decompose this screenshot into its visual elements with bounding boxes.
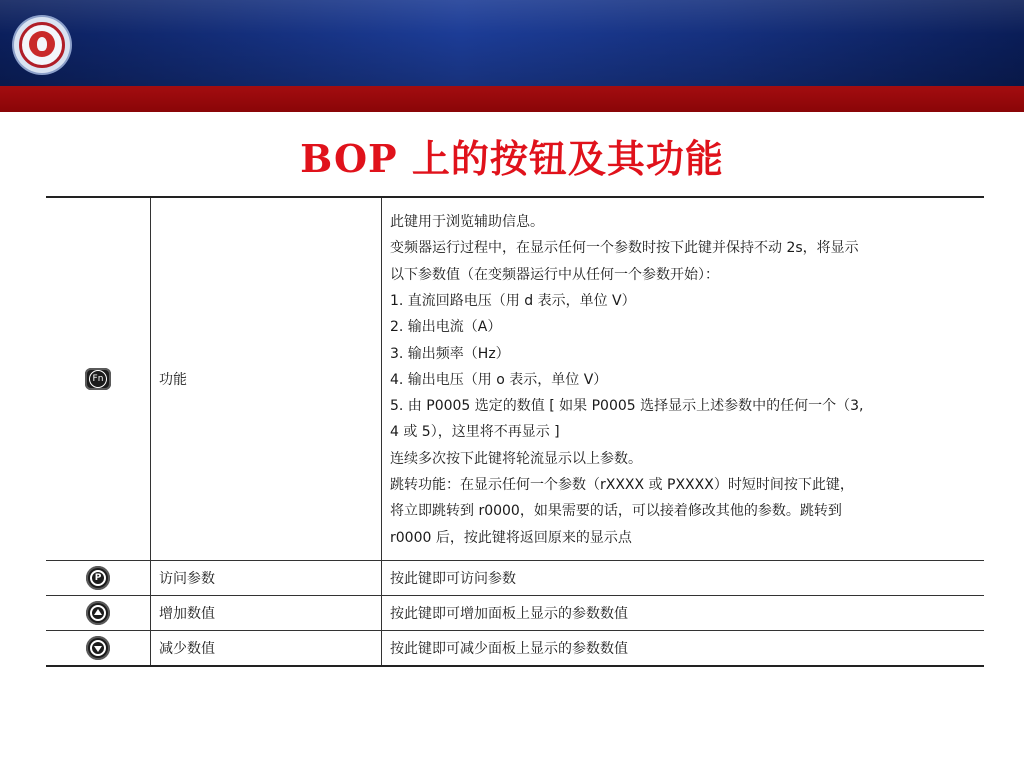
function-cell: 功能 [151, 197, 382, 561]
up-arrow-key-icon [86, 601, 110, 625]
description-line: 1. 直流回路电压（用 d 表示，单位 V） [390, 292, 636, 309]
header-accent-stripe [0, 86, 1024, 112]
description-cell [382, 197, 985, 561]
fn-description [390, 203, 976, 555]
p-key-label: P [90, 570, 106, 586]
seal-emblem [29, 31, 55, 57]
description-line: 以下参数值（在变频器运行中从任何一个参数开始）： [390, 266, 719, 283]
key-icon-cell [46, 596, 151, 631]
key-icon-cell [46, 561, 151, 596]
function-cell: 访问参数 [151, 561, 382, 596]
description-line: 此键用于浏览辅助信息。 [390, 214, 544, 231]
p-key-icon [86, 566, 110, 590]
up-arrow-icon [94, 609, 102, 615]
description-cell: 按此键即可访问参数 [382, 561, 985, 596]
description-line: r0000 后，按此键将返回原来的显示点 [390, 529, 632, 546]
description-cell: 按此键即可减少面板上显示的参数数值 [382, 631, 985, 667]
description-line: 3. 输出频率（Hz） [390, 345, 510, 362]
slide-title: BOP 上的按钮及其功能 [300, 136, 724, 181]
description-line: 4. 输出电压（用 o 表示，单位 V） [390, 371, 608, 388]
table-row [46, 596, 984, 631]
down-arrow-icon [94, 646, 102, 652]
description-line: 5. 由 P0005 选定的数值 [ 如果 P0005 选择显示上述参数中的任何一个（3, [390, 398, 864, 415]
description-line: 连续多次按下此键将轮流显示以上参数。 [390, 450, 642, 467]
key-icon-cell [46, 197, 151, 561]
fn-key-icon [85, 368, 111, 390]
header-band [0, 0, 1024, 86]
table-row [46, 561, 984, 596]
down-arrow-key-icon [86, 636, 110, 660]
university-seal-icon [14, 17, 70, 73]
function-cell: 增加数值 [151, 596, 382, 631]
description-line: 2. 输出电流（A） [390, 319, 502, 336]
description-line: 将立即跳转到 r0000，如果需要的话，可以接着修改其他的参数。跳转到 [390, 503, 842, 520]
description-line: 4 或 5），这里将不再显示 ] [390, 424, 560, 441]
description-line: 跳转功能：在显示任何一个参数（rXXXX 或 PXXXX）时短时间按下此键， [390, 477, 854, 494]
table-row [46, 631, 984, 667]
bop-button-table [46, 196, 984, 667]
description-cell: 按此键即可增加面板上显示的参数数值 [382, 596, 985, 631]
description-line: 变频器运行过程中，在显示任何一个参数时按下此键并保持不动 2s，将显示 [390, 240, 859, 257]
function-cell: 减少数值 [151, 631, 382, 667]
fn-key-label: Fn [89, 370, 107, 388]
key-icon-cell [46, 631, 151, 667]
table-row [46, 197, 984, 561]
